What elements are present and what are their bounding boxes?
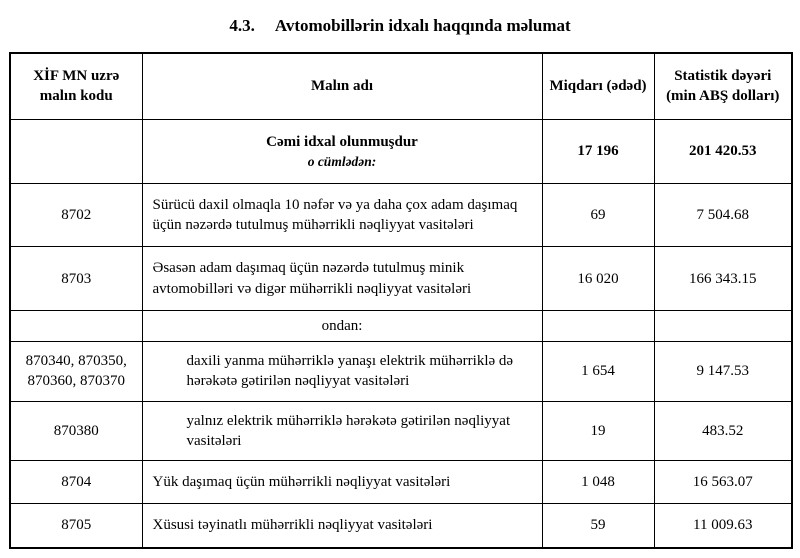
code-cell — [10, 310, 142, 341]
value-cell: 201 420.53 — [654, 119, 792, 183]
col-header-code: XİF MN uzrə malın kodu — [10, 53, 142, 119]
section-title-text: Avtomobillərin idxalı haqqında məlumat — [274, 16, 571, 35]
name-cell — [142, 119, 542, 183]
qty-cell: 59 — [542, 504, 654, 548]
value-cell: 9 147.53 — [654, 342, 792, 402]
name-cell: daxili yanma mühərriklə yanaşı elektrik mühərriklə də hərəkətə gətirilən nəqliyyat vasitələri — [142, 342, 542, 402]
code-cell: 8705 — [10, 504, 142, 548]
col-header-name: Malın adı — [142, 53, 542, 119]
code-cell: 870340, 870350, 870360, 870370 — [10, 342, 142, 402]
qty-cell: 17 196 — [542, 119, 654, 183]
qty-cell: 1 048 — [542, 461, 654, 504]
value-cell: 16 563.07 — [654, 461, 792, 504]
qty-cell: 69 — [542, 183, 654, 247]
value-cell: 7 504.68 — [654, 183, 792, 247]
value-cell: 483.52 — [654, 401, 792, 461]
table-row — [10, 504, 792, 548]
value-cell: 166 343.15 — [654, 247, 792, 311]
table-row — [10, 247, 792, 311]
col-header-qty: Miqdarı (ədəd) — [542, 53, 654, 119]
table-row — [10, 461, 792, 504]
table-row — [10, 342, 792, 402]
total-label: Cəmi idxal olunmuşdur — [266, 133, 418, 150]
table-row — [10, 401, 792, 461]
col-header-value: Statistik dəyəri (min ABŞ dolları) — [654, 53, 792, 119]
qty-cell — [542, 310, 654, 341]
page-title — [9, 16, 791, 36]
name-cell: yalnız elektrik mühərriklə hərəkətə gətirilən nəqliyyat vasitələri — [142, 401, 542, 461]
qty-cell: 19 — [542, 401, 654, 461]
code-cell — [10, 119, 142, 183]
name-cell: Yük daşımaq üçün mühərrikli nəqliyyat vasitələri — [142, 461, 542, 504]
table-row — [10, 183, 792, 247]
name-cell: ondan: — [142, 310, 542, 341]
table-header-row — [10, 53, 792, 119]
table-row-subheader — [10, 310, 792, 341]
code-cell: 8704 — [10, 461, 142, 504]
code-cell: 870380 — [10, 401, 142, 461]
value-cell: 11 009.63 — [654, 504, 792, 548]
table-row-total — [10, 119, 792, 183]
qty-cell: 1 654 — [542, 342, 654, 402]
import-table — [9, 52, 793, 549]
code-cell: 8702 — [10, 183, 142, 247]
value-cell — [654, 310, 792, 341]
name-cell: Əsasən adam daşımaq üçün nəzərdə tutulmuş minik avtomobilləri və digər mühərrikli nəqliyyat vasitələri — [142, 247, 542, 311]
code-cell: 8703 — [10, 247, 142, 311]
section-number: 4.3. — [229, 16, 255, 35]
name-cell: Sürücü daxil olmaqla 10 nəfər və ya daha çox adam daşımaq üçün nəzərdə tutulmuş mühərrikli nəqliyyat vasitələri — [142, 183, 542, 247]
qty-cell: 16 020 — [542, 247, 654, 311]
name-cell: Xüsusi təyinatlı mühərrikli nəqliyyat vasitələri — [142, 504, 542, 548]
total-sublabel: o cümlədən: — [307, 153, 377, 169]
